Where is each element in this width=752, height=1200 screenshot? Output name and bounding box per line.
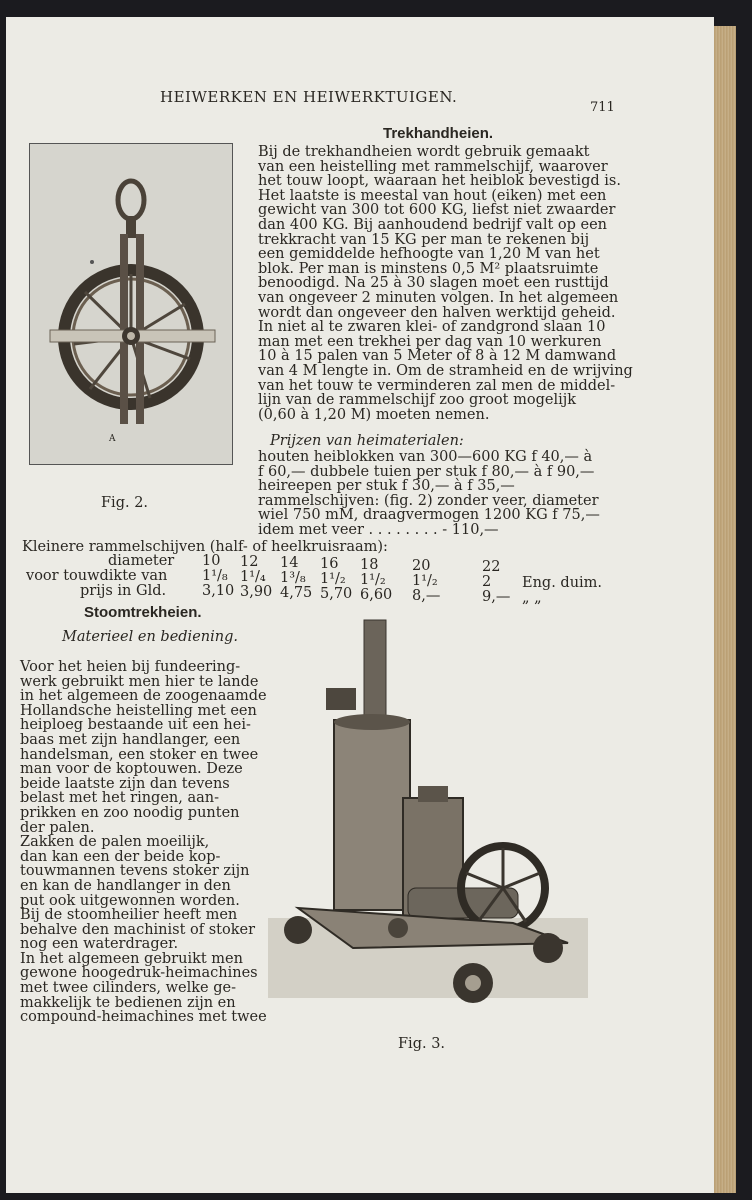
- table-cell: 1¹/₂: [412, 573, 438, 589]
- section-subheading: Materieel en bediening.: [62, 629, 238, 645]
- text-line: van een heistelling met rammelschijf, waarover: [258, 158, 608, 175]
- section-heading-trekhandheien: Trekhandheien.: [383, 125, 494, 142]
- text-line: benoodigd. Na 25 à 30 slagen moet een rusttijd: [258, 275, 609, 292]
- table-cell: 16: [320, 556, 339, 572]
- text-line: compound-heimachines met twee: [20, 1009, 267, 1026]
- text-line: belast met het ringen, aan-: [20, 790, 219, 807]
- text-line: wordt dan ongeveer den halven werktijd geheid.: [258, 304, 616, 321]
- table-row-label: diameter: [108, 553, 175, 569]
- text-line: in het algemeen de zoogenaamde: [20, 688, 267, 705]
- table-cell: 4,75: [280, 585, 313, 601]
- text-line: der palen.: [20, 819, 95, 836]
- text-line: heiploeg bestaande uit een hei-: [20, 717, 251, 734]
- price-line: houten heiblokken van 300—600 KG f 40,— à: [258, 449, 593, 465]
- text-line: man met een trekhei per dag van 10 werkuren: [258, 333, 602, 350]
- text-line: nog een waterdrager.: [20, 936, 179, 953]
- text-line: en kan de handlanger in den: [20, 877, 231, 894]
- text-line: werk gebruikt men hier te lande: [20, 673, 259, 690]
- figure-2-caption: Fig. 2.: [101, 495, 149, 511]
- table-cell: 22: [482, 559, 501, 575]
- price-line: f 60,— dubbele tuien per stuk f 80,— à f 90,—: [258, 463, 595, 480]
- text-line: man voor de koptouwen. Deze: [20, 761, 243, 778]
- table-cell: 9,—: [482, 589, 511, 605]
- price-line: wiel 750 mM, draagvermogen 1200 KG f 75,—: [258, 507, 600, 524]
- text-line: trekkracht van 15 KG per man te rekenen bij: [258, 231, 590, 248]
- table-unit: „ „: [522, 590, 542, 606]
- text-line: dan 400 KG. Bij aanhoudend bedrijf valt op een: [258, 216, 608, 233]
- table-cell: 6,60: [360, 587, 393, 603]
- text-line: 10 à 15 palen van 5 Meter of 8 à 12 M damwand: [258, 348, 617, 365]
- text-line: behalve den machinist of stoker: [20, 921, 256, 938]
- price-line: idem met veer . . . . . . . . - 110,—: [258, 521, 499, 538]
- table-cell: 1¹/₄: [240, 569, 266, 585]
- page-edge-stack: [714, 26, 736, 1193]
- table-cell: 14: [280, 555, 299, 571]
- table-cell: 20: [412, 558, 431, 574]
- text-line: handelsman, een stoker en twee: [20, 746, 259, 763]
- table-cell: 3,90: [240, 584, 273, 600]
- text-line: put ook uitgewonnen worden.: [20, 892, 240, 909]
- steam-machine-illustration: [268, 618, 588, 1028]
- text-line: Zakken de palen moeilijk,: [20, 834, 210, 851]
- table-cell: 1³/₈: [280, 570, 306, 586]
- table-cell: 1¹/₂: [360, 572, 386, 588]
- text-line: (0,60 à 1,20 M) moeten nemen.: [258, 406, 490, 423]
- page-number: 711: [590, 100, 615, 115]
- table-intro: Kleinere rammelschijven (half- of heelkruisraam):: [22, 539, 388, 555]
- text-line: makkelijk te bedienen zijn en: [20, 994, 236, 1011]
- figure-steam-machine: [268, 618, 588, 1028]
- text-line: prikken en zoo noodig punten: [20, 804, 240, 821]
- section-heading-stoomtrekheien: Stoomtrekheien.: [84, 604, 202, 621]
- text-line: gewicht van 300 tot 600 KG, liefst niet zwaarder: [258, 202, 616, 219]
- figure-inner-label: A: [109, 434, 116, 444]
- price-line: rammelschijven: (fig. 2) zonder veer, diameter: [258, 492, 599, 509]
- running-title: HEIWERKEN EN HEIWERKTUIGEN.: [160, 88, 458, 106]
- figure-3-caption: Fig. 3.: [398, 1036, 446, 1052]
- table-cell: 3,10: [202, 583, 235, 599]
- text-line: baas met zijn handlanger, een: [20, 731, 241, 748]
- text-line: lijn van de rammelschijf zoo groot mogelijk: [258, 392, 576, 409]
- text-line: met twee cilinders, welke ge-: [20, 980, 236, 997]
- figure-pulley-photo: [29, 143, 233, 465]
- text-line: van ongeveer 2 minuten volgen. In het algemeen: [258, 289, 619, 306]
- text-line: van het touw te verminderen zal men de middel-: [258, 377, 616, 394]
- paragraph-trekhandheien: [258, 145, 633, 422]
- text-line: Bij de stoomheilier heeft men: [20, 907, 238, 924]
- text-line: dan kan een der beide kop-: [20, 848, 221, 865]
- price-list: [258, 450, 600, 538]
- table-unit: Eng. duim.: [522, 575, 603, 591]
- price-line: heireepen per stuk f 30,— à f 35,—: [258, 478, 515, 495]
- text-line: van 4 M lengte in. Om de stramheid en de wrijving: [258, 362, 633, 379]
- text-line: beide laatste zijn dan tevens: [20, 775, 230, 792]
- text-line: Hollandsche heistelling met een: [20, 702, 257, 719]
- text-line: Voor het heien bij fundeering-: [20, 659, 241, 675]
- text-line: gewone hoogedruk-heimachines: [20, 965, 258, 982]
- text-line: In niet al te zwaren klei- of zandgrond slaan 10: [258, 319, 606, 336]
- text-line: In het algemeen gebruikt men: [20, 950, 243, 967]
- text-line: Bij de trekhandheien wordt gebruik gemaakt: [258, 144, 590, 160]
- table-cell: 5,70: [320, 586, 353, 602]
- table-cell: 12: [240, 554, 259, 570]
- table-cell: 1¹/₈: [202, 568, 228, 584]
- table-cell: 2: [482, 574, 492, 590]
- text-line: blok. Per man is minstens 0,5 M² plaatsruimte: [258, 260, 599, 277]
- table-row-label: prijs in Gld.: [80, 583, 167, 599]
- prices-heading: Prijzen van heimaterialen:: [270, 433, 464, 449]
- table-cell: 1¹/₂: [320, 571, 346, 587]
- pulley-illustration: [30, 144, 232, 464]
- rammelschijven-table: [0, 554, 640, 610]
- table-cell: 18: [360, 557, 379, 573]
- text-line: touwmannen tevens stoker zijn: [20, 863, 250, 880]
- text-line: Het laatste is meestal van hout (eiken) met een: [258, 187, 607, 204]
- table-cell: 8,—: [412, 588, 441, 604]
- table-row-label: voor touwdikte van: [26, 568, 168, 584]
- paragraph-stoomtrekheien: [20, 660, 267, 1025]
- table-cell: 10: [202, 553, 221, 569]
- text-line: een gemiddelde hefhoogte van 1,20 M van het: [258, 246, 600, 263]
- text-line: het touw loopt, waaraan het heiblok bevestigd is.: [258, 173, 621, 190]
